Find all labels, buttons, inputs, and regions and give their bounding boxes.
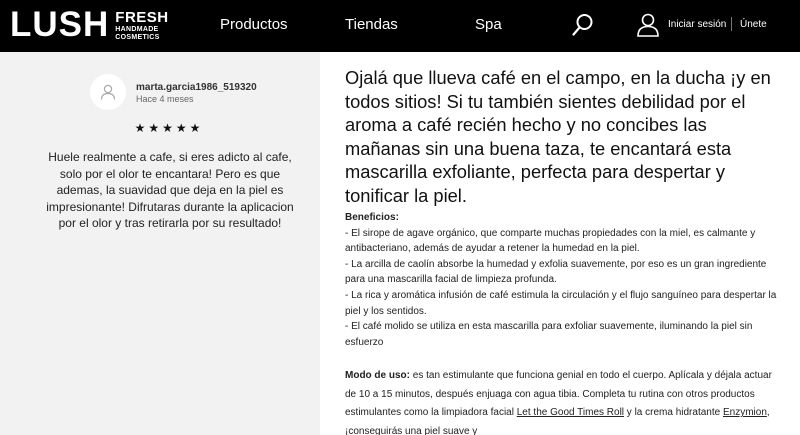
benefit-item: - El sirope de agave orgánico, que comparte muchas propiedades con la miel, es calmante y antibacteriano, además de ayudar a retener la humedad en la piel. — [345, 227, 756, 255]
benefits-section — [345, 210, 785, 350]
login-link[interactable]: Iniciar sesión — [668, 19, 727, 30]
star-rating: ★★★★★ — [134, 121, 204, 135]
nav-link-spa[interactable]: Spa — [475, 16, 502, 33]
lush-logo[interactable] — [10, 5, 169, 44]
review-panel — [0, 52, 320, 435]
logo-tagline — [115, 10, 168, 41]
nav-link-tiendas[interactable]: Tiendas — [345, 16, 398, 33]
usage-label: Modo de uso: — [345, 370, 410, 381]
benefit-item: - El café molido se utiliza en esta mascarilla para exfoliar suavemente, iluminando la piel sin esfuerzo — [345, 321, 753, 348]
link-let-the-good-times-roll[interactable]: Let the Good Times Roll — [516, 407, 625, 419]
usage-section — [345, 367, 785, 435]
search-icon[interactable] — [571, 12, 595, 38]
nav-divider — [731, 17, 732, 31]
user-icon[interactable] — [636, 12, 660, 38]
review-text: Huele realmente a cafe, si eres adicto al cafe, solo por el olor te encantara! Pero es que ademas, la suavidad que deja en la piel es impresionante! Difrutaras durante la aplicacion por el olor y tras retirarla por su resultado! — [46, 150, 294, 231]
avatar — [90, 74, 126, 110]
review-timestamp: Hace 4 meses — [136, 94, 194, 104]
benefit-item: - La rica y aromática infusión de café estimula la circulación y el flujo sanguíneo para despertar la piel y los sentidos. — [345, 289, 777, 317]
top-navigation-bar — [0, 0, 800, 52]
benefits-title: Beneficios: — [345, 212, 399, 223]
logo-tagline-handmade: HANDMADE — [115, 25, 159, 33]
usage-text: , ¡conseguirás una piel suave y — [345, 407, 770, 435]
logo-tagline-cosmetics: COSMETICS — [115, 33, 160, 41]
product-description — [320, 52, 800, 435]
logo-wordmark: LUSH — [10, 5, 110, 44]
usage-text: y la crema hidratante — [624, 407, 723, 419]
link-enzymion[interactable]: Enzymion — [722, 407, 767, 419]
nav-link-productos[interactable]: Productos — [220, 16, 288, 33]
review-username: marta.garcia1986_519320 — [136, 82, 257, 93]
user-placeholder-icon — [99, 83, 117, 101]
product-headline: Ojalá que llueva café en el campo, en la ducha ¡y en todos sitios! Si tu también sientes debilidad por el aroma a café recién hecho y no concibes las mañanas sin una buena taza, te encantará esta mascarilla exfoliante, perfecta para despertar y tonificar la piel. — [345, 67, 771, 206]
join-link[interactable]: Únete — [740, 19, 767, 30]
usage-text: es tan estimulante que funciona genial en todo el cuerpo. Aplícala y déjala actuar de 10 a 15 minutos, después enjuaga con agua tibia. Completa tu rutina con otros productos estimulantes como la limpiadora facial — [345, 370, 772, 419]
benefit-item: - La arcilla de caolín absorbe la humedad y exfolia suavemente, por eso es un gran ingrediente para una mascarilla facial de limpieza profunda. — [345, 258, 767, 286]
logo-tagline-fresh: FRESH — [115, 8, 169, 26]
